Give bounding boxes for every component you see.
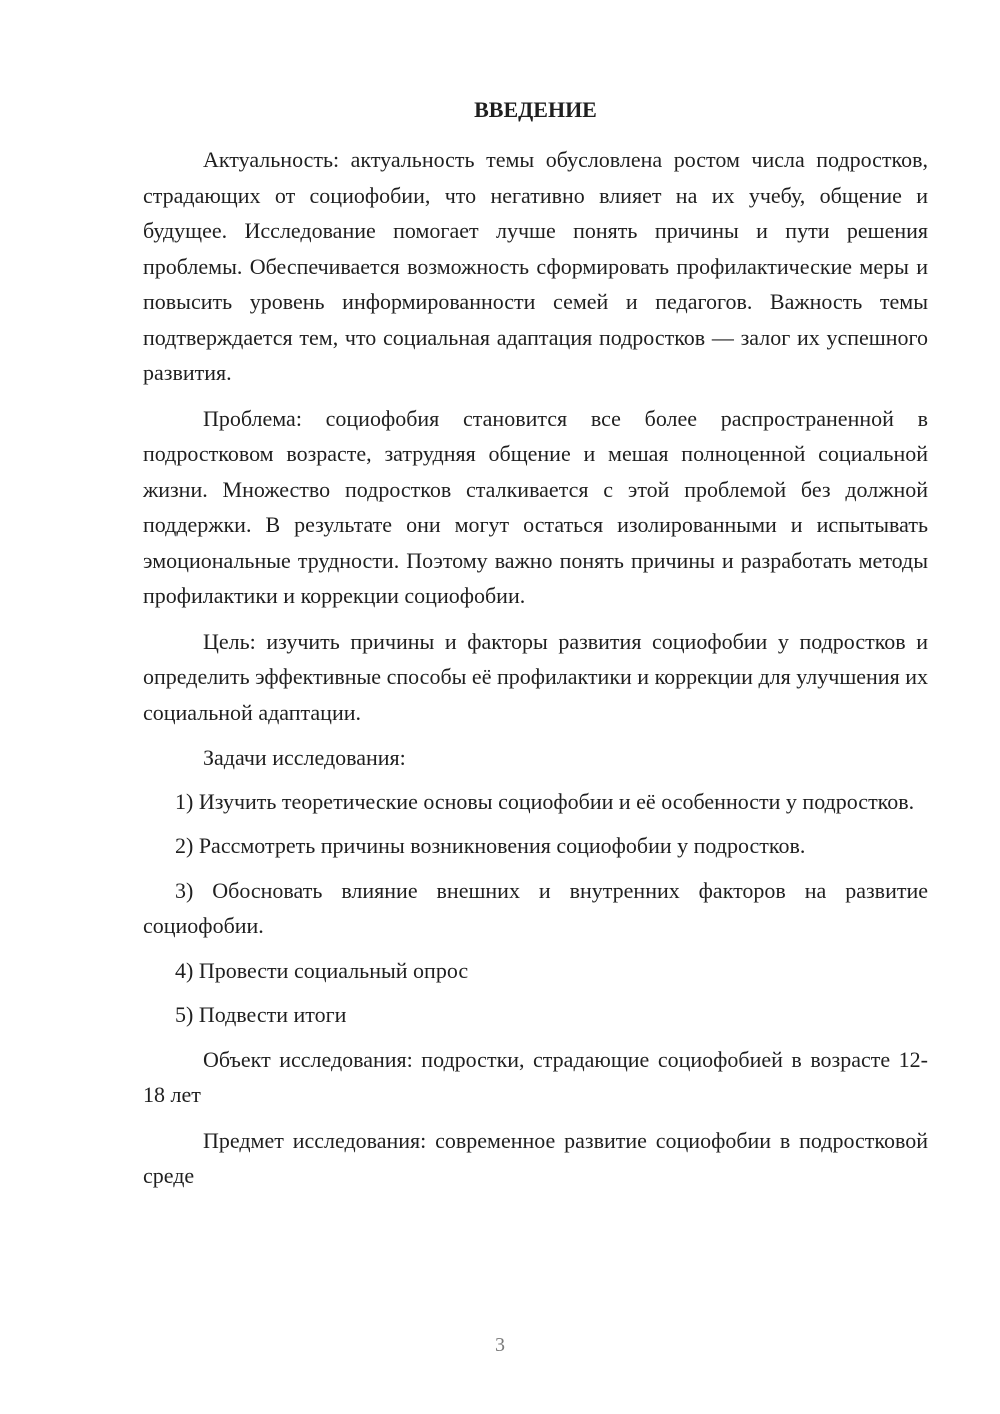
task-item: 4) Провести социальный опрос	[175, 957, 469, 983]
problem-paragraph: Проблема: социофобия становится все более распространенной в подростковом возрасте, затрудняя общение и мешая полноценной социальной жизни. Множество подростков сталкивается с этой проблемой без должной поддержки. В результате они могут остаться изолированными и испытывать эмоциональные трудности. Поэтому важно понять причины и разработать методы профилактики и коррекции социофобии.	[143, 405, 928, 608]
research-subject-paragraph: Предмет исследования: современное развитие социофобии в подростковой среде	[143, 1127, 928, 1188]
relevance-paragraph: Актуальность: актуальность темы обусловлена ростом числа подростков, страдающих от социофобии, что негативно влияет на их учебу, общение и будущее. Исследование помогает лучше понять причины и пути решения проблемы. Обеспечивается возможность сформировать профилактические меры и повысить уровень информированности семей и педагогов. Важность темы подтверждается тем, что социальная адаптация подростков — залог их успешного развития.	[143, 147, 928, 385]
page-number: 3	[495, 1334, 505, 1356]
task-item: 2) Рассмотреть причины возникновения социофобии у подростков.	[175, 833, 806, 858]
tasks-heading: Задачи исследования:	[203, 745, 406, 770]
task-item: 3) Обосновать влияние внешних и внутренних факторов на развитие социофобии.	[143, 877, 928, 938]
goal-paragraph: Цель: изучить причины и факторы развития социофобии у подростков и определить эффективные способы её профилактики и коррекции для улучшения их социальной адаптации.	[143, 628, 928, 725]
task-item: 1) Изучить теоретические основы социофобии и её особенности у подростков.	[175, 788, 915, 814]
research-object-paragraph: Объект исследования: подростки, страдающие социофобией в возрасте 12-18 лет	[143, 1046, 928, 1107]
task-list	[143, 784, 928, 1033]
page-content	[143, 92, 928, 1204]
task-item: 5) Подвести итоги	[175, 1002, 347, 1027]
section-title: ВВЕДЕНИЕ	[474, 97, 597, 122]
